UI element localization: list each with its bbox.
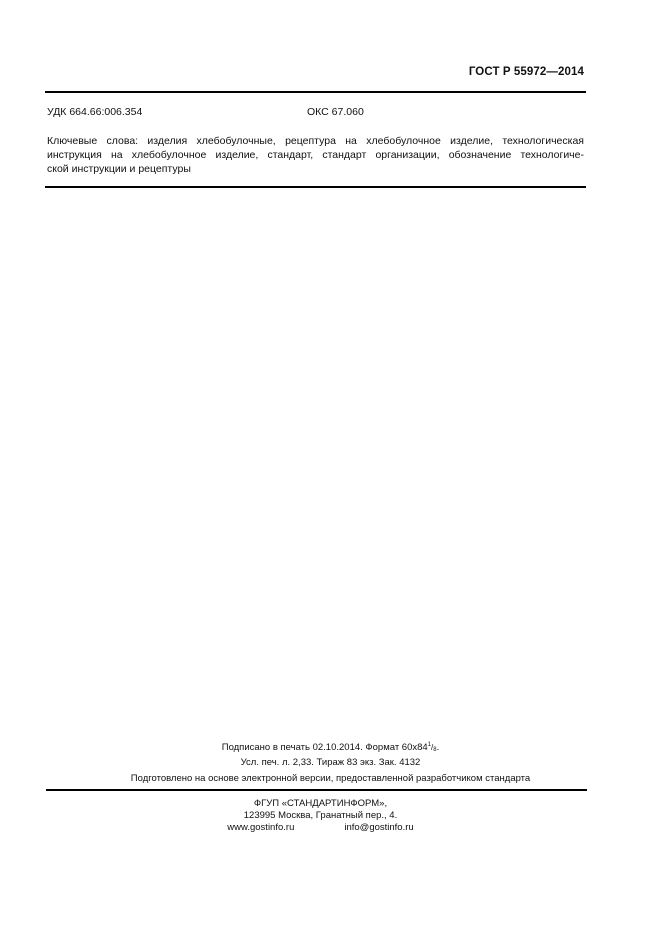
keywords-line: Ключевые слова: изделия хлебобулочные, рецептура на хлебобулочное изделие, технологическая xyxy=(47,135,584,147)
website-link[interactable]: www.gostinfo.ru xyxy=(227,822,295,833)
keywords-paragraph xyxy=(47,134,584,176)
udk-code: УДК 664.66:006.354 xyxy=(47,106,143,118)
publisher-address: 123995 Москва, Гранатный пер., 4. xyxy=(243,810,398,821)
document-id: ГОСТ Р 55972—2014 xyxy=(468,66,584,78)
email-link[interactable]: info@gostinfo.ru xyxy=(344,822,414,833)
publisher-contacts xyxy=(0,822,641,833)
signed-text: Подписано в печать 02.10.2014. Формат 60x84 xyxy=(221,742,428,753)
footer-divider xyxy=(46,789,587,791)
format-fraction-denominator: 8 xyxy=(433,747,437,753)
keywords-divider xyxy=(45,186,586,188)
oks-code: ОКС 67.060 xyxy=(307,106,364,118)
header-divider xyxy=(45,91,586,93)
keywords-line: инструкция на хлебобулочное изделие, стандарт, стандарт организации, обозначение технологиче- xyxy=(47,149,584,161)
signed-for-print-line xyxy=(0,742,661,753)
prepared-note: Подготовлено на основе электронной версии, предоставленной разработчиком стандарта xyxy=(130,773,531,784)
print-info-line: Усл. печ. л. 2,33. Тираж 83 экз. Зак. 4132 xyxy=(240,757,421,768)
publisher-name: ФГУП «СТАНДАРТИНФОРМ», xyxy=(253,798,388,809)
format-fraction-numerator: 1 xyxy=(427,742,432,748)
format-fraction-slash: / xyxy=(431,743,434,752)
keywords-line: ской инструкции и рецептуры xyxy=(47,163,191,175)
signed-suffix: . xyxy=(436,742,440,753)
